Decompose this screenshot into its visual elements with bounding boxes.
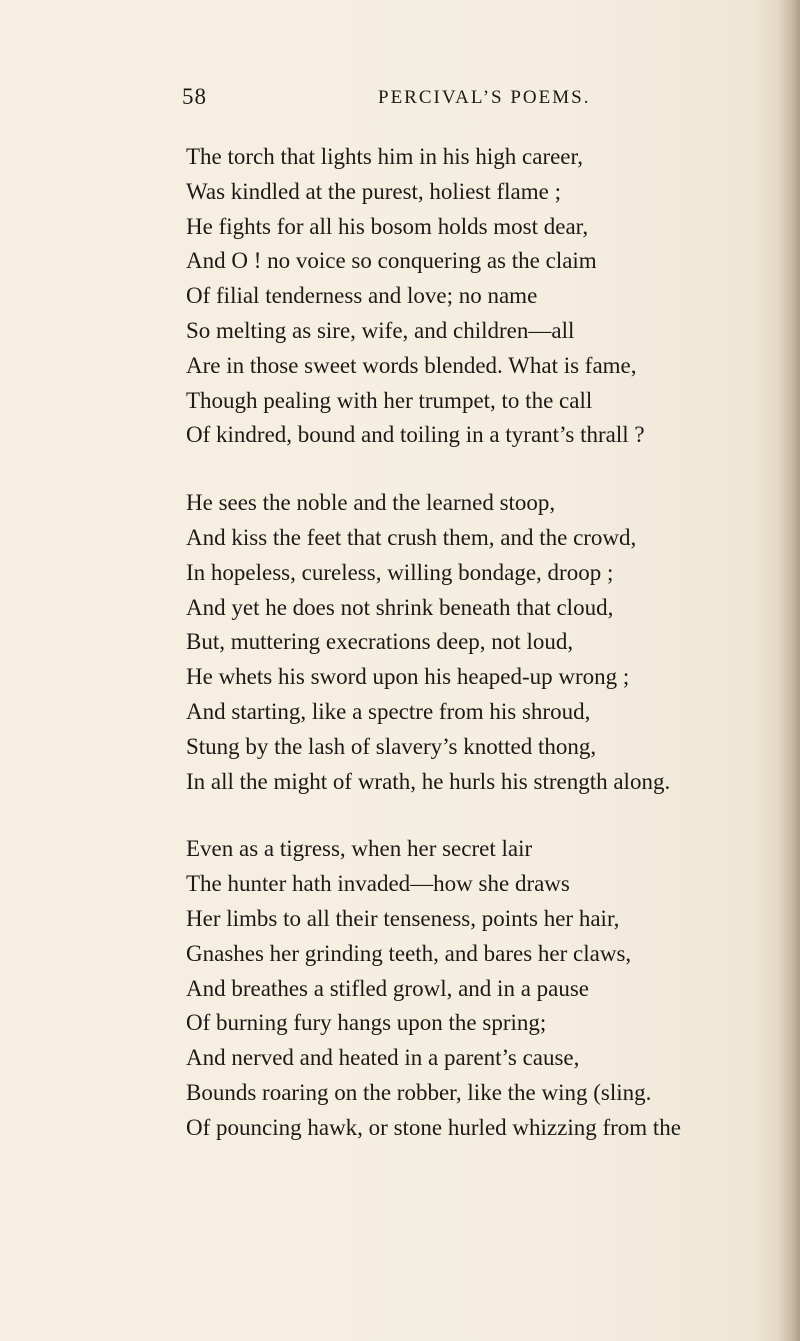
- poem-line: And yet he does not shrink beneath that cloud,: [186, 594, 614, 620]
- poem-line: In hopeless, cureless, willing bondage, droop ;: [186, 559, 614, 585]
- poem-line: So melting as sire, wife, and children—all: [186, 317, 575, 343]
- poem-line: Even as a tigress, when her secret lair: [186, 836, 533, 862]
- running-head: PERCIVAL’S POEMS.: [378, 87, 591, 108]
- poem-line: He fights for all his bosom holds most dear,: [186, 213, 589, 239]
- poem-line: Though pealing with her trumpet, to the call: [186, 387, 593, 413]
- poem-line: Of kindred, bound and toiling in a tyrant’s thrall ?: [186, 422, 645, 448]
- poem-line: Bounds roaring on the robber, like the wing (sling.: [186, 1079, 652, 1105]
- poem-line: And starting, like a spectre from his shroud,: [186, 698, 591, 724]
- poem-line: Of filial tenderness and love; no name: [186, 283, 538, 309]
- poem-line: Are in those sweet words blended. What is fame,: [186, 352, 637, 378]
- poem-line: He whets his sword upon his heaped-up wrong ;: [186, 664, 630, 690]
- poem-line: And O ! no voice so conquering as the claim: [186, 248, 597, 274]
- stanza-2: [186, 486, 786, 799]
- poem-line: And breathes a stifled growl, and in a pause: [186, 975, 590, 1001]
- poem-line: The hunter hath invaded—how she draws: [186, 871, 570, 897]
- poem-line: But, muttering execrations deep, not loud,: [186, 629, 574, 655]
- stanza-3: [186, 832, 786, 1145]
- poem-line: Of pouncing hawk, or stone hurled whizzing from the: [186, 1114, 682, 1140]
- page-number: 58: [182, 84, 207, 109]
- poem-line: Was kindled at the purest, holiest flame ;: [186, 178, 561, 204]
- poem-line: Of burning fury hangs upon the spring;: [186, 1010, 547, 1036]
- stanza-1: [186, 140, 786, 453]
- poem-body: [186, 140, 786, 1179]
- poem-line: In all the might of wrath, he hurls his strength along.: [186, 768, 671, 794]
- poem-line: He sees the noble and the learned stoop,: [186, 490, 556, 516]
- poem-line: Stung by the lash of slavery’s knotted thong,: [186, 733, 597, 759]
- poem-line: And nerved and heated in a parent’s cause,: [186, 1045, 580, 1071]
- poem-line: Her limbs to all their tenseness, points her hair,: [186, 905, 620, 931]
- poem-line: Gnashes her grinding teeth, and bares her claws,: [186, 940, 632, 966]
- poem-line: And kiss the feet that crush them, and the crowd,: [186, 524, 637, 550]
- page-header: [0, 84, 800, 114]
- poem-line: The torch that lights him in his high career,: [186, 144, 584, 169]
